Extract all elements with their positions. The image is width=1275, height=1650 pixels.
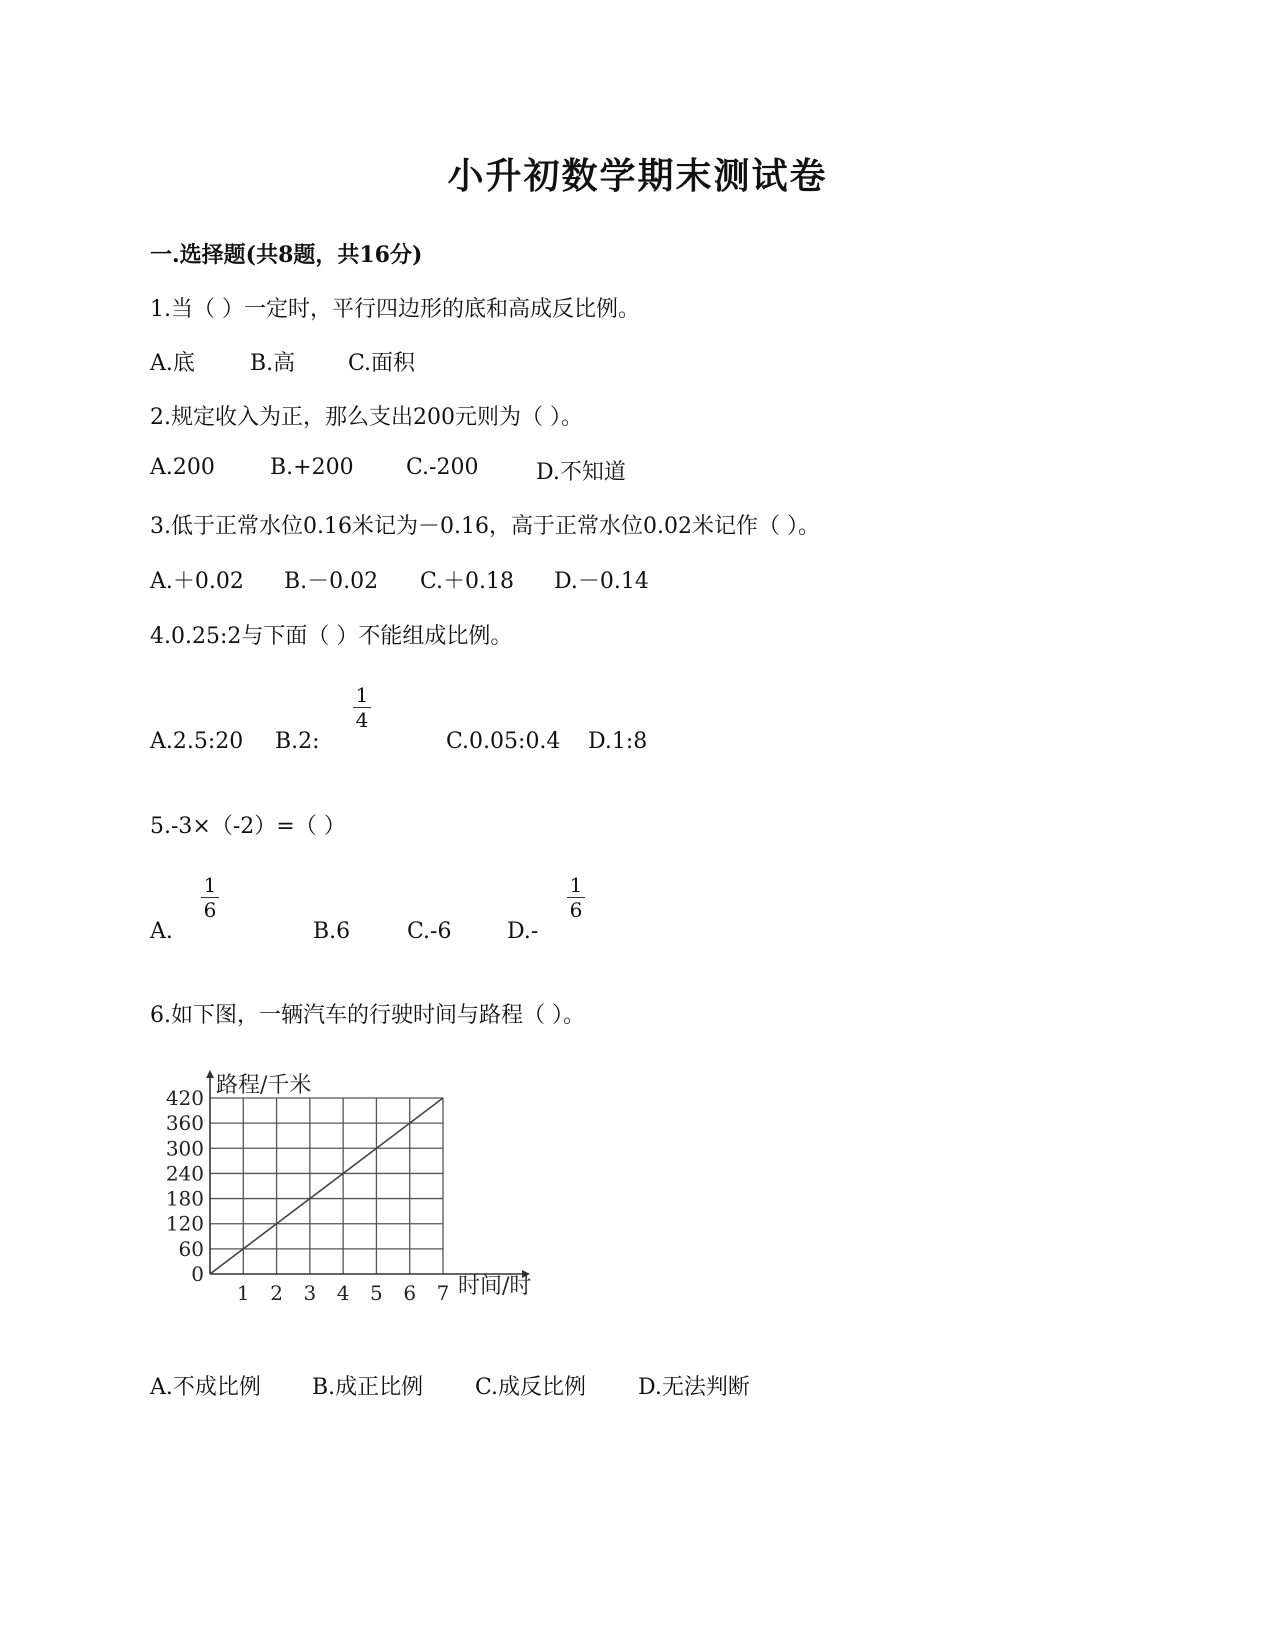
q5-option-b[interactable]: B.6: [313, 919, 351, 944]
q5-fraction-a: [195, 873, 225, 922]
q3-option-a[interactable]: A.＋0.02: [150, 569, 244, 594]
q6-option-d[interactable]: D.无法判断: [638, 1375, 750, 1400]
q6-option-c[interactable]: C.成反比例: [475, 1375, 587, 1400]
q3-option-c[interactable]: C.＋0.18: [420, 569, 515, 594]
q2-option-a[interactable]: A.200: [150, 455, 215, 480]
series-line: [210, 1098, 443, 1274]
fraction-numerator: 1: [569, 873, 583, 897]
y-axis-arrow-icon: [206, 1070, 214, 1078]
fraction-numerator: 1: [355, 683, 369, 707]
x-axis-label: 时间/时: [458, 1274, 532, 1299]
q1-option-a[interactable]: A.底: [150, 351, 195, 376]
q2-option-b[interactable]: B.+200: [270, 455, 354, 480]
y-tick-label: 60: [178, 1236, 204, 1261]
q3-option-b[interactable]: B.－0.02: [284, 569, 379, 594]
q5-fraction-d: [561, 873, 591, 922]
q5-option-d[interactable]: D.-: [507, 919, 539, 944]
x-tick-labels: [237, 1281, 449, 1305]
x-tick-label: 2: [270, 1281, 283, 1305]
q1-option-b[interactable]: B.高: [250, 351, 296, 376]
x-tick-label: 3: [303, 1281, 317, 1305]
question-6: 6.如下图，一辆汽车的行驶时间与路程（ ）。: [150, 1003, 585, 1028]
q5-option-a[interactable]: A.: [150, 919, 173, 944]
q6-option-b[interactable]: B.成正比例: [312, 1375, 424, 1400]
y-tick-label: 300: [165, 1136, 204, 1161]
distance-time-graph: [150, 1068, 570, 1328]
fraction-denominator: 6: [203, 898, 217, 922]
question-1: 1.当（ ）一定时，平行四边形的底和高成反比例。: [150, 297, 640, 322]
section-title: 一.选择题(共8题，共16分): [150, 242, 423, 268]
fraction-numerator: 1: [203, 873, 217, 897]
q2-option-c[interactable]: C.-200: [406, 455, 479, 480]
q3-option-d[interactable]: D.－0.14: [554, 569, 649, 594]
q4-option-a[interactable]: A.2.5:20: [150, 729, 244, 754]
q1-option-c[interactable]: C.面积: [348, 351, 416, 376]
question-2: 2.规定收入为正，那么支出200元则为（ ）。: [150, 405, 583, 430]
y-tick-label: 0: [191, 1262, 204, 1286]
x-tick-label: 5: [370, 1281, 383, 1305]
question-4: 4.0.25:2与下面（ ）不能组成比例。: [150, 624, 513, 649]
q2-option-d[interactable]: D.不知道: [536, 460, 626, 485]
y-tick-label: 360: [165, 1111, 204, 1136]
x-tick-label: 6: [403, 1281, 417, 1305]
question-5: 5.-3×（-2）=（ ）: [150, 814, 346, 839]
x-tick-label: 4: [336, 1281, 350, 1305]
x-tick-label: 7: [436, 1281, 450, 1305]
question-3: 3.低于正常水位0.16米记为－0.16，高于正常水位0.02米记作（ ）。: [150, 514, 820, 539]
q4-option-c[interactable]: C.0.05:0.4: [446, 729, 561, 754]
y-tick-label: 120: [165, 1211, 204, 1236]
q4-fraction-b: [347, 683, 377, 732]
y-tick-label: 240: [165, 1161, 204, 1186]
y-tick-label: 420: [165, 1086, 204, 1110]
q4-option-b[interactable]: B.2:: [275, 729, 320, 754]
page-title: 小升初数学期末测试卷: [447, 155, 828, 197]
fraction-denominator: 6: [569, 898, 583, 922]
y-axis-label: 路程/千米: [216, 1073, 312, 1098]
fraction-denominator: 4: [355, 708, 369, 732]
q5-option-c[interactable]: C.-6: [407, 919, 452, 944]
x-tick-label: 1: [236, 1281, 250, 1305]
q4-option-d[interactable]: D.1:8: [588, 729, 648, 754]
y-tick-labels: [166, 1086, 204, 1286]
q6-option-a[interactable]: A.不成比例: [150, 1375, 261, 1400]
y-tick-label: 180: [165, 1186, 204, 1211]
